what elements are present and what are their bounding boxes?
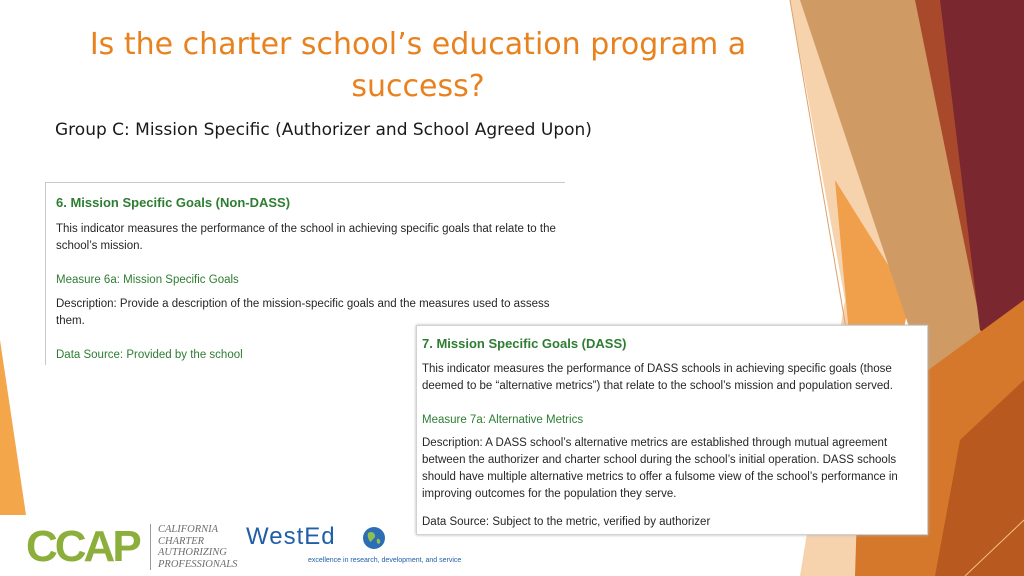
ccap-logo-wordmark	[158, 524, 237, 570]
card-description: This indicator measures the performance of DASS schools in achieving specific goals (those deemed to be “alternative metrics”) that relate to the school’s mission and population served.	[422, 363, 893, 392]
card-description: This indicator measures the performance of the school in achieving specific goals that relate to the school’s mission.	[56, 223, 556, 252]
ccap-logo-line: AUTHORIZING	[158, 547, 227, 558]
data-source: Data Source: Provided by the school	[56, 349, 243, 361]
ccap-logo-mark: CCAP	[26, 522, 139, 571]
ccap-logo-line: CALIFORNIA	[158, 524, 219, 535]
wested-logo-tagline: excellence in research, development, and service	[308, 557, 462, 564]
wested-logo-name: WestEd	[246, 523, 336, 550]
slide-title: Is the charter school’s education program a success?	[89, 27, 747, 104]
slide-subtitle: Group C: Mission Specific (Authorizer and School Agreed Upon)	[55, 120, 592, 140]
measure-label: Measure 6a: Mission Specific Goals	[56, 274, 239, 286]
wested-logo	[244, 520, 474, 570]
card-heading: 7. Mission Specific Goals (DASS)	[422, 336, 627, 351]
data-source: Data Source: Subject to the metric, verified by authorizer	[422, 516, 711, 528]
left-orange-triangle	[0, 340, 26, 515]
card-heading: 6. Mission Specific Goals (Non-DASS)	[56, 195, 291, 210]
ccap-logo-line: PROFESSIONALS	[158, 558, 238, 570]
globe-icon	[362, 526, 386, 550]
card-mission-goals-dass	[416, 325, 928, 535]
ccap-logo-line: CHARTER	[158, 535, 205, 547]
measure-label: Measure 7a: Alternative Metrics	[422, 414, 584, 426]
ccap-logo-divider	[150, 524, 151, 570]
measure-description: Description: Provide a description of the mission-specific goals and the measures used to assess them.	[56, 298, 550, 327]
measure-description: Description: A DASS school’s alternative metrics are established through mutual agreement between the authorizer and charter school during the school’s initial operation. DASS schools should have multiple alternative metrics to offer a fulsome view of the school’s performance in improving outcomes for the population they serve.	[422, 437, 898, 500]
